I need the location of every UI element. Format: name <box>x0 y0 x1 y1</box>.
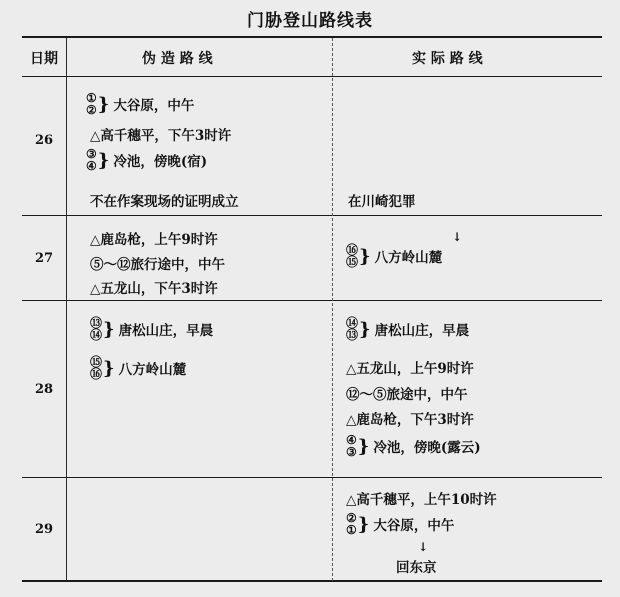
stop-number: ⑭ <box>346 316 359 330</box>
stop-text: 八方岭山麓 <box>118 362 187 378</box>
stop-number: ③ <box>346 445 357 459</box>
stop-text: 唐松山庄，早晨 <box>374 323 470 339</box>
fake-28-stop-1 <box>90 317 213 341</box>
stop-text: 大谷原，中午 <box>373 518 455 534</box>
row-rule-28 <box>22 477 602 478</box>
actual-28-line-2: △五龙山，上午9时许 <box>346 361 474 377</box>
brace-mark: } <box>97 93 110 115</box>
stop-number: ③ <box>86 147 97 161</box>
down-arrow-icon: ↓ <box>418 540 429 554</box>
stop-number: ④ <box>86 159 97 173</box>
brace-mark: } <box>103 357 115 379</box>
header-rule <box>22 76 602 77</box>
table-title: 门胁登山路线表 <box>247 11 373 31</box>
header-date: 日期 <box>30 51 58 67</box>
date-27: 27 <box>34 251 54 266</box>
stop-text: 唐松山庄，早晨 <box>118 323 214 339</box>
row-rule-26 <box>22 215 602 216</box>
stop-number-group <box>90 317 102 341</box>
brace-mark: } <box>357 435 370 457</box>
fake-26-stop-3 <box>86 148 207 172</box>
stop-number: ⑯ <box>90 367 103 381</box>
header-actual-route: 实 际 路 线 <box>412 51 483 67</box>
stop-number: ⑯ <box>346 243 359 257</box>
fake-27-line-2: ⑤～⑫旅行途中，中午 <box>90 257 225 273</box>
actual-29-stop-2 <box>346 512 454 536</box>
fake-26-stop-1 <box>86 92 194 116</box>
stop-number: ④ <box>346 433 357 447</box>
date-column-rule <box>66 38 67 581</box>
stop-text: 冷池，傍晚(露云) <box>373 440 481 456</box>
date-29: 29 <box>34 522 54 537</box>
stop-number-group <box>346 244 358 268</box>
brace-mark: } <box>359 318 371 340</box>
down-arrow-icon: ↓ <box>452 230 463 244</box>
actual-26-crime: 在川崎犯罪 <box>348 194 416 210</box>
stop-number: ⑬ <box>90 316 103 330</box>
brace-mark: } <box>97 149 110 171</box>
stop-number: ⑮ <box>346 255 359 269</box>
header-fake-route: 伪 造 路 线 <box>142 51 213 67</box>
stop-number: ① <box>86 91 97 105</box>
stop-text: 八方岭山麓 <box>374 250 443 266</box>
fake-26-alibi: 不在作案现场的证明成立 <box>90 194 239 210</box>
date-26: 26 <box>34 133 54 148</box>
fake-27-line-1: △鹿岛枪，上午9时许 <box>90 232 218 248</box>
brace-mark: } <box>357 513 370 535</box>
stop-text: 冷池，傍晚(宿) <box>113 154 208 170</box>
stop-number: ⑮ <box>90 355 103 369</box>
stop-number: ② <box>346 511 357 525</box>
actual-28-line-4: △鹿岛枪，下午3时许 <box>346 412 474 428</box>
actual-28-line-3: ⑫～⑤旅途中，中午 <box>346 387 468 403</box>
brace-mark: } <box>103 318 115 340</box>
fake-28-stop-2 <box>90 356 186 380</box>
bottom-rule <box>22 580 602 582</box>
actual-28-stop-1 <box>346 317 469 341</box>
stop-number-group <box>346 512 357 536</box>
fake-26-line-2: △高千穗平，下午3时许 <box>90 128 232 144</box>
stop-number-group <box>346 317 358 341</box>
stop-number-group <box>90 356 102 380</box>
stop-text: 大谷原，中午 <box>113 98 195 114</box>
row-rule-27 <box>22 300 602 301</box>
stop-number: ② <box>86 103 97 117</box>
actual-27-stop-1 <box>346 244 442 268</box>
stop-number: ⑬ <box>346 328 359 342</box>
fake-27-line-3: △五龙山，下午3时许 <box>90 281 218 297</box>
stop-number: ⑭ <box>90 328 103 342</box>
stop-number-group <box>346 434 357 458</box>
stop-number-group <box>86 148 97 172</box>
actual-29-line-1: △高千穗平，上午10时许 <box>346 492 497 508</box>
actual-29-return: 回东京 <box>396 560 437 576</box>
top-rule <box>22 36 602 38</box>
date-28: 28 <box>34 382 54 397</box>
route-column-rule <box>332 38 333 581</box>
stop-number-group <box>86 92 97 116</box>
brace-mark: } <box>359 245 371 267</box>
stop-number: ① <box>346 523 357 537</box>
actual-28-stop-5 <box>346 434 481 458</box>
